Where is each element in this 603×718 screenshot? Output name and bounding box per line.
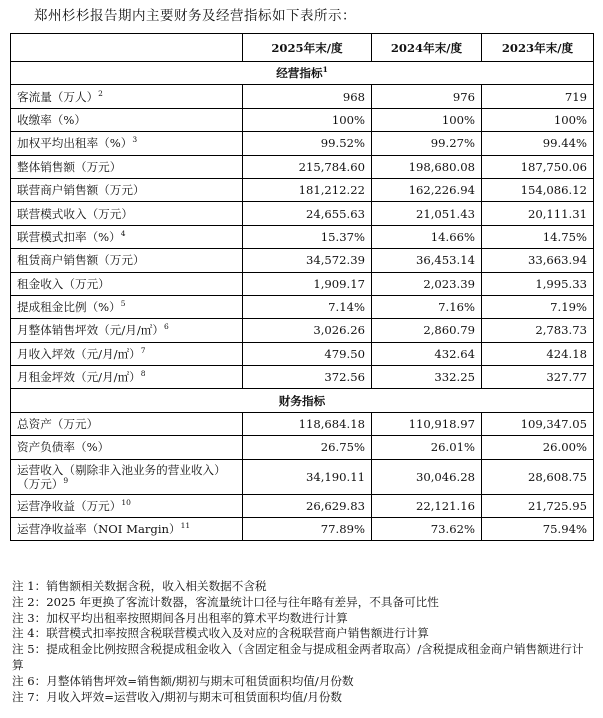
table-row xyxy=(11,518,594,541)
value-cell: 24,655.63 xyxy=(243,202,372,225)
section-title xyxy=(11,389,594,412)
value-cell: 33,663.94 xyxy=(482,249,594,272)
footnote-ref: 10 xyxy=(121,497,131,507)
row-label xyxy=(11,459,243,494)
table-row xyxy=(11,459,594,494)
footnotes xyxy=(12,579,592,705)
table-row xyxy=(11,436,594,459)
value-cell: 110,918.97 xyxy=(372,412,482,435)
row-label xyxy=(11,366,243,389)
value-cell: 215,784.60 xyxy=(243,155,372,178)
row-label xyxy=(11,108,243,131)
section-row xyxy=(11,389,594,412)
row-label-text: 运营净收益率（NOI Margin） xyxy=(17,522,181,537)
value-cell: 432.64 xyxy=(372,342,482,365)
row-label xyxy=(11,202,243,225)
value-cell: 479.50 xyxy=(243,342,372,365)
intro-text: 郑州杉杉报告期内主要财务及经营指标如下表所示： xyxy=(34,8,356,24)
row-label xyxy=(11,342,243,365)
row-label xyxy=(11,272,243,295)
footnote: 注 7：月收入坪效=运营收入/期初与期末可租赁面积均值/月份数 xyxy=(12,689,343,704)
value-cell: 968 xyxy=(243,85,372,108)
value-cell: 26.75% xyxy=(243,436,372,459)
value-cell: 22,121.16 xyxy=(372,494,482,517)
value-cell: 327.77 xyxy=(482,366,594,389)
row-label xyxy=(11,295,243,318)
row-label xyxy=(11,155,243,178)
value-cell: 100% xyxy=(372,108,482,131)
value-cell: 36,453.14 xyxy=(372,249,482,272)
header-cell-blank xyxy=(11,34,243,62)
row-label xyxy=(11,436,243,459)
value-cell: 99.44% xyxy=(482,132,594,155)
header-row xyxy=(11,34,594,62)
value-cell: 100% xyxy=(243,108,372,131)
footnote-ref: 8 xyxy=(140,369,146,379)
value-cell: 719 xyxy=(482,85,594,108)
row-label-text: 运营净收益（万元） xyxy=(17,498,122,513)
value-cell: 75.94% xyxy=(482,518,594,541)
footnote-ref: 7 xyxy=(140,346,146,356)
value-cell: 34,572.39 xyxy=(243,249,372,272)
row-label xyxy=(11,85,243,108)
footnote-ref: 9 xyxy=(63,475,69,485)
value-cell: 118,684.18 xyxy=(243,412,372,435)
value-cell: 77.89% xyxy=(243,518,372,541)
row-label-text: 总资产（万元） xyxy=(17,417,99,432)
value-cell: 99.52% xyxy=(243,132,372,155)
value-cell: 100% xyxy=(482,108,594,131)
value-cell: 28,608.75 xyxy=(482,459,594,494)
row-label xyxy=(11,249,243,272)
value-cell: 424.18 xyxy=(482,342,594,365)
footnote: 注 2：2025 年更换了客流计数器，客流量统计口径与往年略有差异，不具备可比性 xyxy=(12,594,439,609)
value-cell: 154,086.12 xyxy=(482,178,594,201)
table-row xyxy=(11,249,594,272)
financial-indicators-table xyxy=(10,33,594,541)
value-cell: 3,026.26 xyxy=(243,319,372,342)
row-label-text: 运营收入（剔除非入池业务的营业收入）（万元） xyxy=(17,462,226,491)
value-cell: 181,212.22 xyxy=(243,178,372,201)
value-cell: 21,725.95 xyxy=(482,494,594,517)
row-label-text: 联营模式收入（万元） xyxy=(17,206,133,221)
value-cell: 198,680.08 xyxy=(372,155,482,178)
value-cell: 7.14% xyxy=(243,295,372,318)
value-cell: 187,750.06 xyxy=(482,155,594,178)
table-row xyxy=(11,295,594,318)
row-label-text: 加权平均出租率（%） xyxy=(17,136,133,151)
footnote: 注 5：提成租金比例按照含税提成租金收入（含固定租金与提成租金两者取高）/含税提成租金商户销售额进行计算 xyxy=(12,642,584,672)
row-label xyxy=(11,319,243,342)
footnote: 注 1：销售额相关数据含税，收入相关数据不含税 xyxy=(12,579,267,593)
value-cell: 2,783.73 xyxy=(482,319,594,342)
row-label-text: 月租金坪效（元/月/㎡） xyxy=(17,370,141,385)
row-label-text: 联营商户销售额（万元） xyxy=(17,183,145,198)
header-cell-year: 2025年末/度 xyxy=(243,34,372,62)
footnote: 注 3：加权平均出租率按照期间各月出租率的算术平均数进行计算 xyxy=(12,610,348,625)
footnote-ref: 6 xyxy=(163,322,169,332)
table-row xyxy=(11,342,594,365)
footnote-ref: 3 xyxy=(132,135,138,145)
row-label-text: 整体销售额（万元） xyxy=(17,159,122,174)
value-cell: 26.00% xyxy=(482,436,594,459)
value-cell: 26.01% xyxy=(372,436,482,459)
footnote-ref: 11 xyxy=(180,521,191,531)
value-cell: 1,909.17 xyxy=(243,272,372,295)
table-row xyxy=(11,85,594,108)
footnote: 注 4：联营模式扣率按照含税联营模式收入及对应的含税联营商户销售额进行计算 xyxy=(12,626,429,641)
table-row xyxy=(11,178,594,201)
value-cell: 73.62% xyxy=(372,518,482,541)
header-cell-year: 2024年末/度 xyxy=(372,34,482,62)
row-label-text: 联营模式扣率（%） xyxy=(17,229,121,244)
row-label-text: 资产负债率（%） xyxy=(17,440,110,455)
row-label-text: 租赁商户销售额（万元） xyxy=(17,253,145,268)
table-row xyxy=(11,319,594,342)
section-row xyxy=(11,62,594,85)
value-cell: 7.19% xyxy=(482,295,594,318)
table-row xyxy=(11,366,594,389)
value-cell: 20,111.31 xyxy=(482,202,594,225)
row-label xyxy=(11,132,243,155)
row-label xyxy=(11,178,243,201)
row-label xyxy=(11,518,243,541)
table-row xyxy=(11,108,594,131)
table-row xyxy=(11,272,594,295)
table-row xyxy=(11,132,594,155)
value-cell: 1,995.33 xyxy=(482,272,594,295)
row-label-text: 客流量（万人） xyxy=(17,89,99,104)
value-cell: 2,023.39 xyxy=(372,272,482,295)
value-cell: 7.16% xyxy=(372,295,482,318)
table-row xyxy=(11,202,594,225)
value-cell: 14.66% xyxy=(372,225,482,248)
footnote: 注 6：月整体销售坪效=销售额/期初与期末可租赁面积均值/月份数 xyxy=(12,673,354,688)
row-label-text: 提成租金比例（%） xyxy=(17,300,121,315)
row-label xyxy=(11,494,243,517)
table-row xyxy=(11,155,594,178)
header-cell-year: 2023年末/度 xyxy=(482,34,594,62)
section-title-text: 财务指标 xyxy=(278,393,326,408)
value-cell: 26,629.83 xyxy=(243,494,372,517)
section-title xyxy=(11,62,594,85)
footnote-ref: 5 xyxy=(120,299,126,309)
value-cell: 109,347.05 xyxy=(482,412,594,435)
value-cell: 34,190.11 xyxy=(243,459,372,494)
section-title-text: 经营指标 xyxy=(276,66,323,81)
value-cell: 2,860.79 xyxy=(372,319,482,342)
value-cell: 976 xyxy=(372,85,482,108)
table-row xyxy=(11,412,594,435)
value-cell: 372.56 xyxy=(243,366,372,389)
table-row xyxy=(11,494,594,517)
row-label-text: 月收入坪效（元/月/㎡） xyxy=(17,346,141,361)
row-label-text: 月整体销售坪效（元/月/㎡） xyxy=(17,323,164,338)
value-cell: 162,226.94 xyxy=(372,178,482,201)
value-cell: 332.25 xyxy=(372,366,482,389)
row-label xyxy=(11,412,243,435)
value-cell: 30,046.28 xyxy=(372,459,482,494)
value-cell: 21,051.43 xyxy=(372,202,482,225)
row-label xyxy=(11,225,243,248)
row-label-text: 收缴率（%） xyxy=(17,112,86,127)
footnote-ref: 1 xyxy=(322,65,328,75)
row-label-text: 租金收入（万元） xyxy=(17,276,110,291)
value-cell: 14.75% xyxy=(482,225,594,248)
footnote-ref: 2 xyxy=(98,88,103,98)
footnote-ref: 4 xyxy=(120,229,126,239)
value-cell: 99.27% xyxy=(372,132,482,155)
value-cell: 15.37% xyxy=(243,225,372,248)
table-row xyxy=(11,225,594,248)
